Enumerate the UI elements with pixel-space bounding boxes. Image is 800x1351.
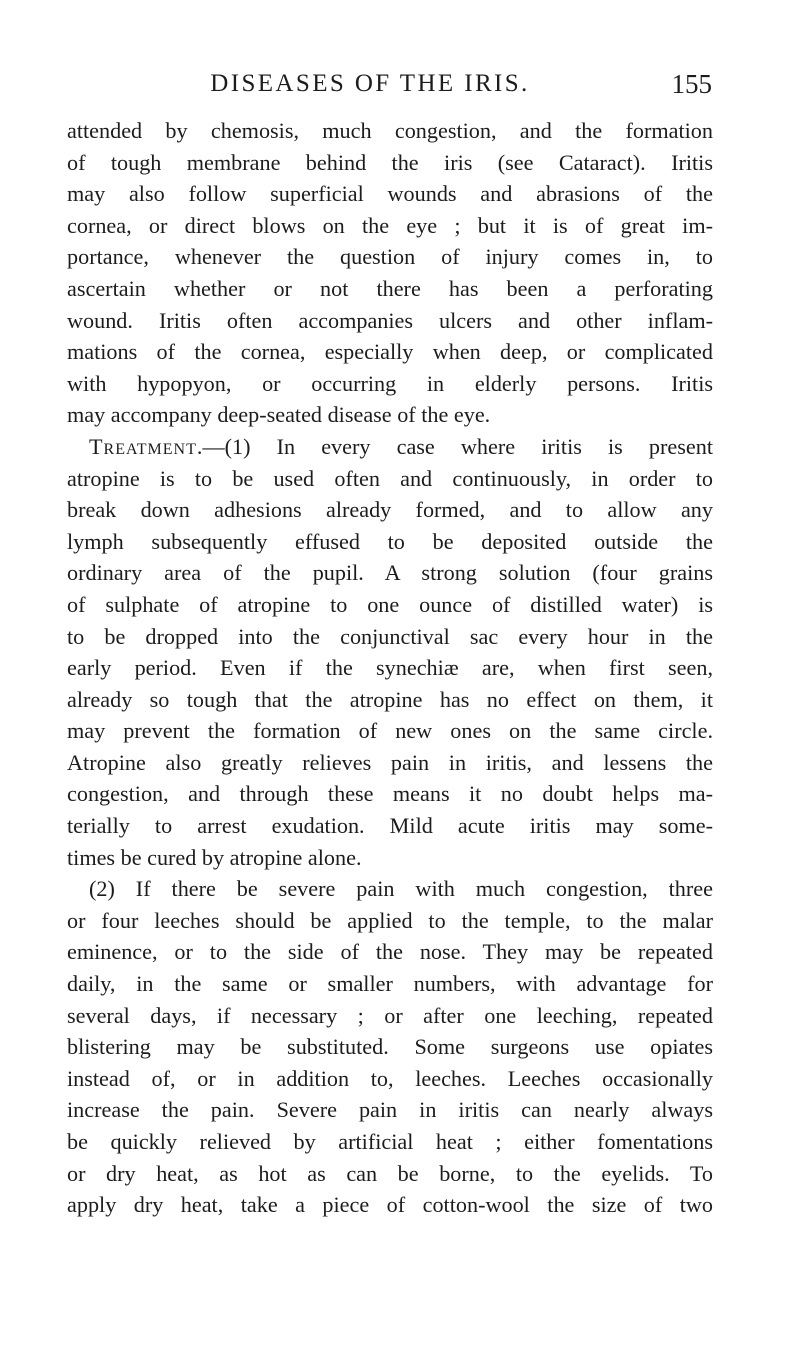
text-line: of tough membrane behind the iris (see Cataract). Iritis [67, 149, 713, 175]
text-line: apply dry heat, take a piece of cotton-wool the size of two [67, 1192, 713, 1218]
text-line: be quickly relieved by artificial heat ; either fomentations [67, 1129, 713, 1154]
text-line: may prevent the formation of new ones on the same circle. [67, 718, 713, 744]
text-line: ordinary area of the pupil. A strong solution (four grains [67, 560, 713, 586]
text-line: several days, if necessary ; or after one leeching, repeated [67, 1002, 713, 1028]
text-line: instead of, or in addition to, leeches. Leeches occasionally [67, 1065, 713, 1091]
text-line: break down adhesions already formed, and to allow any [67, 497, 713, 523]
text-line: ascertain whether or not there has been a perforating [67, 275, 713, 301]
text-line: may accompany deep-seated disease of the eye. [67, 402, 491, 428]
body-text [67, 115, 713, 1221]
text-line: attended by chemosis, much congestion, and the formation [67, 118, 713, 143]
text-line: atropine is to be used often and continuously, in order to [67, 465, 713, 491]
treatment-heading-line: Treatment.—(1) In every case where iritis is present [89, 433, 713, 459]
text-line: eminence, or to the side of the nose. They may be repeated [67, 939, 713, 965]
text-line: lymph subsequently effused to be deposited outside the [67, 528, 713, 554]
text-line: early period. Even if the synechiæ are, when first seen, [67, 655, 713, 681]
text-line: wound. Iritis often accompanies ulcers and other inflam- [67, 307, 713, 333]
text-line: terially to arrest exudation. Mild acute iritis may some- [67, 813, 713, 839]
text-line: times be cured by atropine alone. [67, 844, 362, 870]
text-line: increase the pain. Severe pain in iritis can nearly always [67, 1097, 713, 1123]
text-line: already so tough that the atropine has no effect on them, it [67, 686, 713, 712]
text-line: portance, whenever the question of injury comes in, to [67, 244, 713, 270]
text-line: to be dropped into the conjunctival sac every hour in the [67, 623, 713, 649]
text-line: (2) If there be severe pain with much congestion, three [89, 876, 713, 902]
page-number: 155 [671, 69, 712, 99]
text-line: cornea, or direct blows on the eye ; but it is of great im- [67, 212, 713, 238]
running-title: DISEASES OF THE IRIS. [210, 70, 530, 97]
text-line: mations of the cornea, especially when deep, or complicated [67, 339, 713, 365]
text-line: daily, in the same or smaller numbers, with advantage for [67, 971, 713, 997]
text-line: with hypopyon, or occurring in elderly persons. Iritis [67, 370, 713, 396]
text-line: congestion, and through these means it no doubt helps ma- [67, 781, 713, 807]
running-head [68, 64, 712, 104]
text-line: may also follow superficial wounds and abrasions of the [67, 181, 713, 207]
text-line: or four leeches should be applied to the temple, to the malar [67, 907, 713, 933]
text-line: Atropine also greatly relieves pain in iritis, and lessens the [67, 749, 713, 775]
text-line: or dry heat, as hot as can be borne, to the eyelids. To [67, 1160, 713, 1186]
text-line: blistering may be substituted. Some surgeons use opiates [67, 1034, 713, 1060]
text-line: of sulphate of atropine to one ounce of distilled water) is [67, 591, 713, 617]
